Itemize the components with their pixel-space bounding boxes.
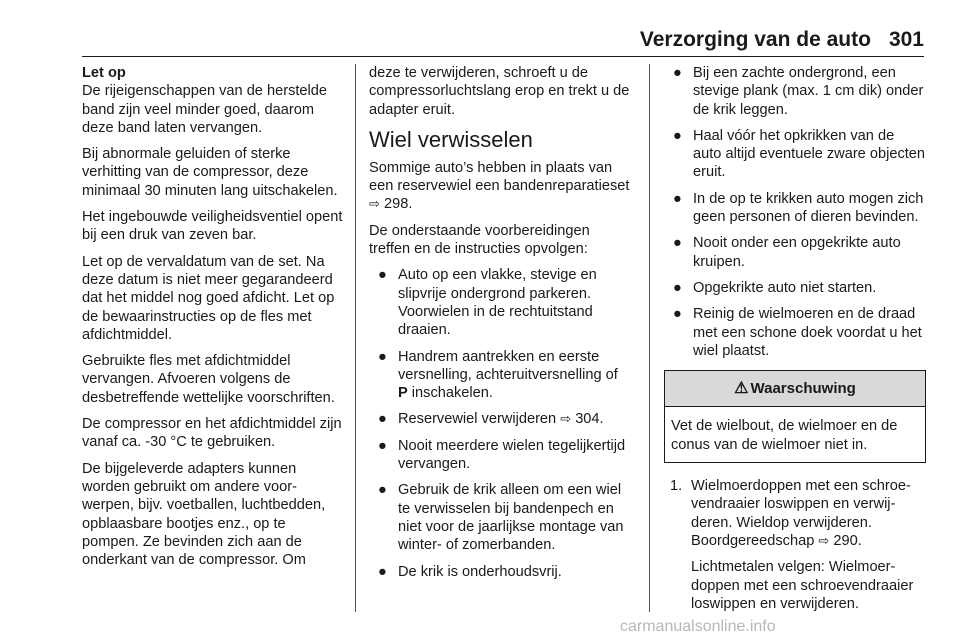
gear-symbol: P [398, 385, 408, 402]
page-ref[interactable]: 304. [575, 411, 604, 428]
page-number: 301 [888, 28, 924, 51]
list-item: ● De krik is onderhoudsvrij. [378, 563, 562, 580]
paragraph: Let op de vervaldatum van de set. Na deze datum is niet meer gegarandeerd dat het middel nog goed afdicht. Let op de bewaarinstructies op de fles met afdichtmiddel. [82, 253, 335, 343]
page-ref-arrow-icon: ⇨ [560, 411, 572, 427]
bullet-list [369, 266, 631, 580]
list-item: ● Opgekrikte auto niet starten. [673, 279, 877, 296]
step-item: 1. Wielmoerdoppen met een schroevendraaier loswippen en verwijderen. Wieldop verwijderen. Boordgereedschap ⇨ 290. Lichtmetalen velgen: Wielmoerdoppen met een schroevendraaier loswippen en verwijderen. [664, 477, 926, 613]
list-item: ● Nooit onder een opgekrikte auto kruipen. [673, 235, 901, 270]
paragraph: Bij abnormale geluiden of sterke verhitting van de compressor, deze minimaal 30 minuten lang uitschakelen. [82, 146, 338, 199]
bullet-icon: ● [673, 279, 682, 296]
bullet-list [664, 64, 926, 360]
paragraph: De onderstaande voorbereidingen treffen en de instructies opvolgen: [369, 222, 590, 258]
section-heading: Wiel verwisselen [369, 126, 533, 152]
column-1 [82, 64, 344, 577]
list-item: ● Gebruik de krik alleen om een wiel te verwisselen bij bandenpech en niet voor de jaarlijkse montage van winter- of zomerbanden. [378, 482, 624, 554]
paragraph: Gebruikte fles met afdichtmiddel vervangen. Afvoeren volgens de desbetreffende wettelijke voorschriften. [82, 353, 335, 406]
paragraph: deze te verwijderen, schroeft u de compressorluchtslang erop en trekt u de adapter eruit. [369, 65, 630, 118]
bullet-icon: ● [378, 348, 387, 365]
list-item: ● Reservewiel verwijderen ⇨ 304. [378, 411, 604, 428]
warning-box [664, 370, 926, 463]
list-item: ● Auto op een vlakke, stevige en slipvrije ondergrond parkeren. Voorwielen in de rechtuitstand draaien. [378, 267, 597, 339]
list-item: ● Reinig de wielmoeren en de draad met een schone doek voordat u het wiel plaatst. [673, 306, 922, 359]
page-ref-arrow-icon: ⇨ [818, 532, 830, 548]
bullet-icon: ● [673, 127, 682, 144]
list-item: ● Handrem aantrekken en eerste versnelling, achteruitversnelling of P inschakelen. [378, 348, 618, 402]
bullet-icon: ● [378, 482, 387, 499]
page-ref[interactable]: 298. [383, 196, 413, 213]
page-ref[interactable]: 290. [833, 532, 862, 549]
column-divider [355, 64, 356, 612]
step-subtext: Lichtmetalen velgen: Wielmoerdoppen met een schroevendraaier loswippen en verwijderen. [691, 559, 914, 612]
column-divider [649, 64, 650, 612]
bullet-icon: ● [673, 235, 682, 252]
warning-icon: ⚠ [734, 380, 749, 398]
paragraph: De compressor en het afdichtmiddel zijn vanaf ca. -30 °C te gebruiken. [82, 416, 342, 451]
bullet-icon: ● [378, 267, 387, 284]
watermark: carmanualsonline.info [620, 618, 776, 635]
column-3 [664, 64, 926, 613]
list-item: ● In de op te krikken auto mogen zich geen personen of dieren bevinden. [673, 190, 924, 226]
warning-title: Waarschuwing [750, 380, 856, 398]
column-2 [369, 64, 631, 589]
bullet-icon: ● [673, 65, 682, 81]
bullet-icon: ● [378, 411, 387, 428]
list-item: ● Haal vóór het opkrikken van de auto altijd eventuele zware objecten eruit. [673, 127, 926, 181]
page-header [640, 28, 924, 52]
section-title: Verzorging van de auto [639, 28, 871, 51]
note-label: Let op [82, 65, 126, 81]
header-rule [82, 56, 924, 57]
warning-header [665, 371, 925, 407]
page-ref-arrow-icon: ⇨ [369, 196, 380, 212]
intro-paragraph: Sommige auto’s hebben in plaats van een reservewiel een bandenreparatieset ⇨ 298. [369, 159, 630, 213]
bullet-icon: ● [673, 190, 682, 207]
bullet-icon: ● [673, 306, 682, 323]
list-item: ● Bij een zachte ondergrond, een stevige plank (max. 1 cm dik) onder de krik leggen. [673, 65, 924, 118]
bullet-icon: ● [378, 437, 387, 454]
step-number: 1. [670, 478, 683, 495]
paragraph: De bijgeleverde adapters kunnen worden gebruikt om andere voorwerpen, bijv. voetballen, luchtbedden, opblaasbare bootjes enz., op te pompen. Ze bevinden zich aan de onderkant van de compressor. Om [82, 460, 326, 569]
list-item: ● Nooit meerdere wielen tegelijkertijd vervangen. [378, 437, 626, 473]
paragraph: Het ingebouwde veiligheidsventiel opent bij een druk van zeven bar. [82, 209, 343, 244]
step-list [664, 477, 926, 613]
warning-text: Vet de wielbout, de wielmoer en de conus van de wielmoer niet in. [671, 418, 898, 453]
bullet-icon: ● [378, 563, 387, 580]
paragraph: De rijeigenschappen van de herstelde band zijn veel minder goed, daarom deze band laten vervangen. [82, 83, 328, 136]
